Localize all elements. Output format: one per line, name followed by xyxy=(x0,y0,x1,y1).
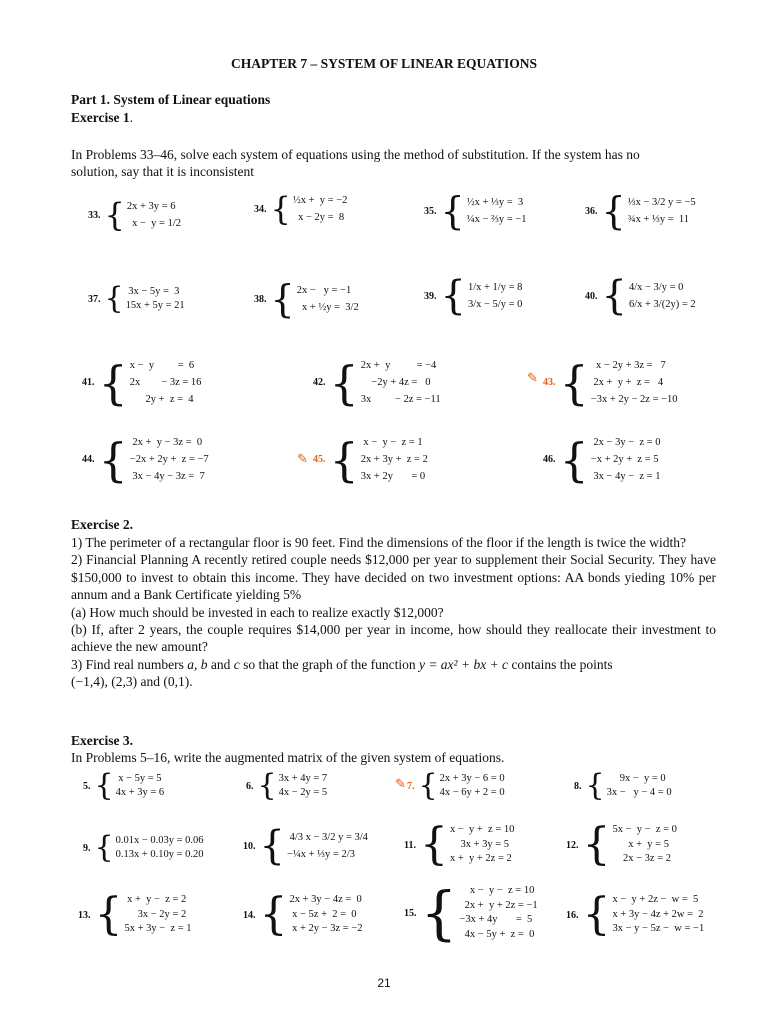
eq-row: x − 5z + 2 = 0 xyxy=(289,908,357,920)
eq-row: x − y − z = 1 xyxy=(360,437,423,448)
problem-42-number: 42. xyxy=(313,377,326,388)
problem-40 xyxy=(585,273,696,319)
eq-row: 5x + 3y − z = 1 xyxy=(124,923,192,935)
problem-8-number: 8. xyxy=(574,780,582,792)
problem-15 xyxy=(404,879,538,947)
eq-row: 9x − y = 0 xyxy=(606,772,666,784)
eq-row: 3x − 4y − z = 1 xyxy=(590,471,661,482)
exercise-1-dot: . xyxy=(129,110,133,125)
brace-icon: { xyxy=(94,830,114,865)
problem-16 xyxy=(566,889,705,940)
exercise-2-heading: Exercise 2. xyxy=(71,517,133,532)
problem-38-number: 38. xyxy=(254,293,267,305)
problem-44-number: 44. xyxy=(82,454,95,465)
brace-icon: { xyxy=(582,889,611,940)
eq-row: 2x + y + 2z = −1 xyxy=(459,899,538,911)
problem-10 xyxy=(243,823,368,869)
eq-row: 1/x + 1/y = 8 xyxy=(467,282,523,293)
problem-7-number: 7. xyxy=(407,780,415,792)
q3-vars: a, b xyxy=(187,656,208,672)
brace-icon: { xyxy=(329,432,359,487)
ex2-q2b: (b) If, after 2 years, the couple requires $14,000 per year in income, how should they reallocate their investment to achieve the new amount? xyxy=(71,622,716,655)
problem-8 xyxy=(574,768,672,803)
problem-39 xyxy=(424,273,523,319)
eq-row: x − y + 2z − w = 5 xyxy=(612,894,699,906)
page-number: 21 xyxy=(377,976,391,990)
eq-row: x − 2y + 3z = 7 xyxy=(590,360,666,371)
problem-33-number: 33. xyxy=(88,209,101,221)
eq-row: 3x + 3y = 5 xyxy=(449,838,510,850)
eq-row: 2x + y + z = 4 xyxy=(590,377,664,388)
eq-row: −3x + 2y − 2z = −10 xyxy=(590,394,678,405)
exercise-3-heading: Exercise 3. xyxy=(71,733,133,748)
eq-row: −2y + 4z = 0 xyxy=(360,377,431,388)
eq-row: 2x − 3z = 2 xyxy=(612,853,672,865)
eq-row: 3/x − 5/y = 0 xyxy=(467,299,523,310)
eq-row: 3x − y − 4 = 0 xyxy=(606,787,672,798)
q3-var-c: c xyxy=(233,656,240,672)
eq-row: ½x + y = −2 xyxy=(292,195,348,206)
brace-icon: { xyxy=(420,879,458,947)
problem-38 xyxy=(254,277,359,321)
eq-row: ¼x − ⅔y = −1 xyxy=(466,214,527,225)
eq-row: 4x + 3y = 6 xyxy=(115,787,165,798)
eq-row: 6/x + 3/(2y) = 2 xyxy=(628,299,696,310)
problem-9-number: 9. xyxy=(83,842,91,854)
brace-icon: { xyxy=(259,823,285,869)
problem-40-number: 40. xyxy=(585,290,598,302)
eq-row: 3x − 2z = −11 xyxy=(360,394,441,405)
problem-6-number: 6. xyxy=(246,780,254,792)
brace-icon: { xyxy=(440,189,465,233)
eq-row: 2x + 3y = 6 xyxy=(126,201,176,212)
eq-row: 2x + 3y + z = 2 xyxy=(360,454,428,465)
eq-row: 4x − 6y + 2 = 0 xyxy=(439,787,505,798)
eq-row: x − y + z = 10 xyxy=(449,824,515,836)
eq-row: 3x − 4y − 3z = 7 xyxy=(129,471,205,482)
problem-41-number: 41. xyxy=(82,377,95,388)
chapter-title: CHAPTER 7 – SYSTEM OF LINEAR EQUATIONS xyxy=(230,56,538,71)
eq-row: x + ½y = 3/2 xyxy=(296,302,359,313)
exercise-1-heading xyxy=(71,110,133,126)
problem-10-number: 10. xyxy=(243,840,256,852)
brace-icon: { xyxy=(418,768,438,803)
pencil-icon: ✎ xyxy=(395,776,406,791)
problem-46-number: 46. xyxy=(543,454,556,465)
eq-row: x − y − z = 10 xyxy=(459,885,535,896)
problem-14 xyxy=(243,889,363,940)
q3-text: so that the graph of the function xyxy=(239,656,419,672)
brace-icon: { xyxy=(601,189,626,233)
eq-row: 4x − 2y = 5 xyxy=(278,787,328,798)
exercise-1-label: Exercise 1 xyxy=(71,110,130,125)
brace-icon: { xyxy=(259,889,288,940)
eq-row: 0.01x − 0.03y = 0.06 xyxy=(115,834,204,846)
eq-row: 3x − 2y = 2 xyxy=(124,908,187,920)
problem-16-number: 16. xyxy=(566,909,579,921)
eq-row: ½x + ⅓y = 3 xyxy=(466,197,524,208)
brace-icon: { xyxy=(257,768,277,803)
brace-icon: { xyxy=(94,768,114,803)
problem-37-number: 37. xyxy=(88,293,101,305)
brace-icon: { xyxy=(98,355,128,410)
pencil-icon: ✎ xyxy=(527,370,538,385)
eq-row: 3x − y − 5z − w = −1 xyxy=(612,923,705,935)
problem-43 xyxy=(543,357,678,408)
eq-row: x + y = 5 xyxy=(612,838,669,850)
problem-43-number: 43. xyxy=(543,377,556,388)
eq-row: x + 3y − 4z + 2w = 2 xyxy=(612,908,704,920)
brace-icon: { xyxy=(329,355,359,410)
eq-row: 3x + 4y = 7 xyxy=(278,772,328,784)
eq-row: 0.13x + 0.10y = 0.20 xyxy=(115,849,204,860)
q3-points: (−1,4), (2,3) and (0,1). xyxy=(71,674,193,690)
problem-12-number: 12. xyxy=(566,839,579,851)
eq-row: 2x + y − 3z = 0 xyxy=(129,437,203,448)
problem-44 xyxy=(82,434,209,485)
ex1-instruction-line1: In Problems 33–46, solve each system of equations using the method of substitution. If the system has no xyxy=(71,147,640,162)
eq-row: x − 2y = 8 xyxy=(292,212,345,223)
problem-13-number: 13. xyxy=(78,909,91,921)
brace-icon: { xyxy=(559,355,589,410)
eq-row: x − y = 1/2 xyxy=(126,218,181,229)
eq-row: 4/x − 3/y = 0 xyxy=(628,282,684,293)
eq-row: −2x + 2y + z = −7 xyxy=(129,454,209,465)
eq-row: x − 5y = 5 xyxy=(115,772,162,784)
problem-5-number: 5. xyxy=(83,780,91,792)
eq-row: x + 2y − 3z = −2 xyxy=(289,923,363,935)
eq-row: 5x − y − z = 0 xyxy=(612,824,677,836)
brace-icon: { xyxy=(270,190,291,228)
brace-icon: { xyxy=(419,819,448,870)
problem-7 xyxy=(407,768,505,803)
eq-row: x + y − z = 2 xyxy=(124,894,187,906)
eq-row: 3x − 5y = 3 xyxy=(125,285,180,297)
q3-function: y = ax² + bx + c xyxy=(418,656,509,672)
q3-text: 3) Find real numbers xyxy=(71,656,188,672)
problem-9 xyxy=(83,830,204,865)
eq-row: 2x + 3y − 6 = 0 xyxy=(439,772,505,784)
problem-5 xyxy=(83,768,165,803)
problem-45 xyxy=(313,434,428,485)
problem-11 xyxy=(404,819,515,870)
eq-row: 2x + y = −4 xyxy=(360,360,437,371)
q3-text: contains the points xyxy=(508,656,613,672)
brace-icon: { xyxy=(601,273,627,319)
ex2-q2: 2) Financial Planning A recently retired couple needs $12,000 per year to supplement their Social Security. They have $150,000 to invest to obtain this income. They have decided on two investment options: AA bonds yieding 10% per annum and a Bank Certificate yielding 5% xyxy=(71,552,716,603)
eq-row: 2x − 3z = 16 xyxy=(129,377,202,388)
problem-34 xyxy=(254,192,347,226)
problem-14-number: 14. xyxy=(243,909,256,921)
problem-6 xyxy=(246,768,328,803)
brace-icon: { xyxy=(270,277,295,321)
eq-row: 15x + 5y = 21 xyxy=(125,300,185,311)
ex3-instruction: In Problems 5–16, write the augmented matrix of the given system of equations. xyxy=(71,750,505,765)
ex1-instruction-line2: solution, say that it is inconsistent xyxy=(71,164,254,179)
problem-13 xyxy=(78,889,192,940)
eq-row: 4/3 x − 3/2 y = 3/4 xyxy=(286,832,368,843)
eq-row: ⅓x − 3/2 y = −5 xyxy=(627,197,696,208)
exercise-2-body xyxy=(71,534,716,691)
eq-row: 4x − 5y + z = 0 xyxy=(459,928,535,940)
brace-icon: { xyxy=(98,432,128,487)
eq-row: −3x + 4y = 5 xyxy=(459,914,533,925)
pencil-icon: ✎ xyxy=(297,451,308,466)
brace-icon: { xyxy=(104,196,125,234)
problem-41 xyxy=(82,357,201,408)
problem-15-number: 15. xyxy=(404,907,417,919)
eq-row: 3x + 2y = 0 xyxy=(360,471,426,482)
problem-33 xyxy=(88,198,181,232)
part1-heading: Part 1. System of Linear equations xyxy=(71,92,271,107)
eq-row: 2x − y = −1 xyxy=(296,285,352,296)
problem-34-number: 34. xyxy=(254,203,267,215)
problem-46 xyxy=(543,434,660,485)
problem-11-number: 11. xyxy=(404,839,416,851)
eq-row: −x + 2y + z = 5 xyxy=(590,454,659,465)
problem-35-number: 35. xyxy=(424,205,437,217)
problem-42 xyxy=(313,357,441,408)
brace-icon: { xyxy=(104,281,124,316)
problem-45-number: 45. xyxy=(313,454,326,465)
ex2-q1: 1) The perimeter of a rectangular floor is 90 feet. Find the dimensions of the floor if the length is twice the width? xyxy=(71,535,686,550)
eq-row: x − y = 6 xyxy=(129,360,195,371)
brace-icon: { xyxy=(585,768,605,803)
eq-row: −¼x + ⅓y = 2/3 xyxy=(286,849,355,860)
eq-row: 2y + z = 4 xyxy=(129,394,194,405)
problem-36 xyxy=(585,189,696,233)
q3-text: and xyxy=(207,656,234,672)
eq-row: 2x − 3y − z = 0 xyxy=(590,437,661,448)
problem-37 xyxy=(88,281,185,316)
problem-12 xyxy=(566,819,677,870)
brace-icon: { xyxy=(582,819,611,870)
eq-row: x + y + 2z = 2 xyxy=(449,853,512,865)
eq-row: ¾x + ⅓y = 11 xyxy=(627,214,690,225)
ex2-q2a: (a) How much should be invested in each to realize exactly $12,000? xyxy=(71,604,444,620)
problem-39-number: 39. xyxy=(424,290,437,302)
problem-36-number: 36. xyxy=(585,205,598,217)
brace-icon: { xyxy=(559,432,589,487)
eq-row: 2x + 3y − 4z = 0 xyxy=(289,894,362,906)
problem-35 xyxy=(424,189,527,233)
brace-icon: { xyxy=(440,273,466,319)
brace-icon: { xyxy=(94,889,123,940)
ex2-q3 xyxy=(71,656,716,691)
